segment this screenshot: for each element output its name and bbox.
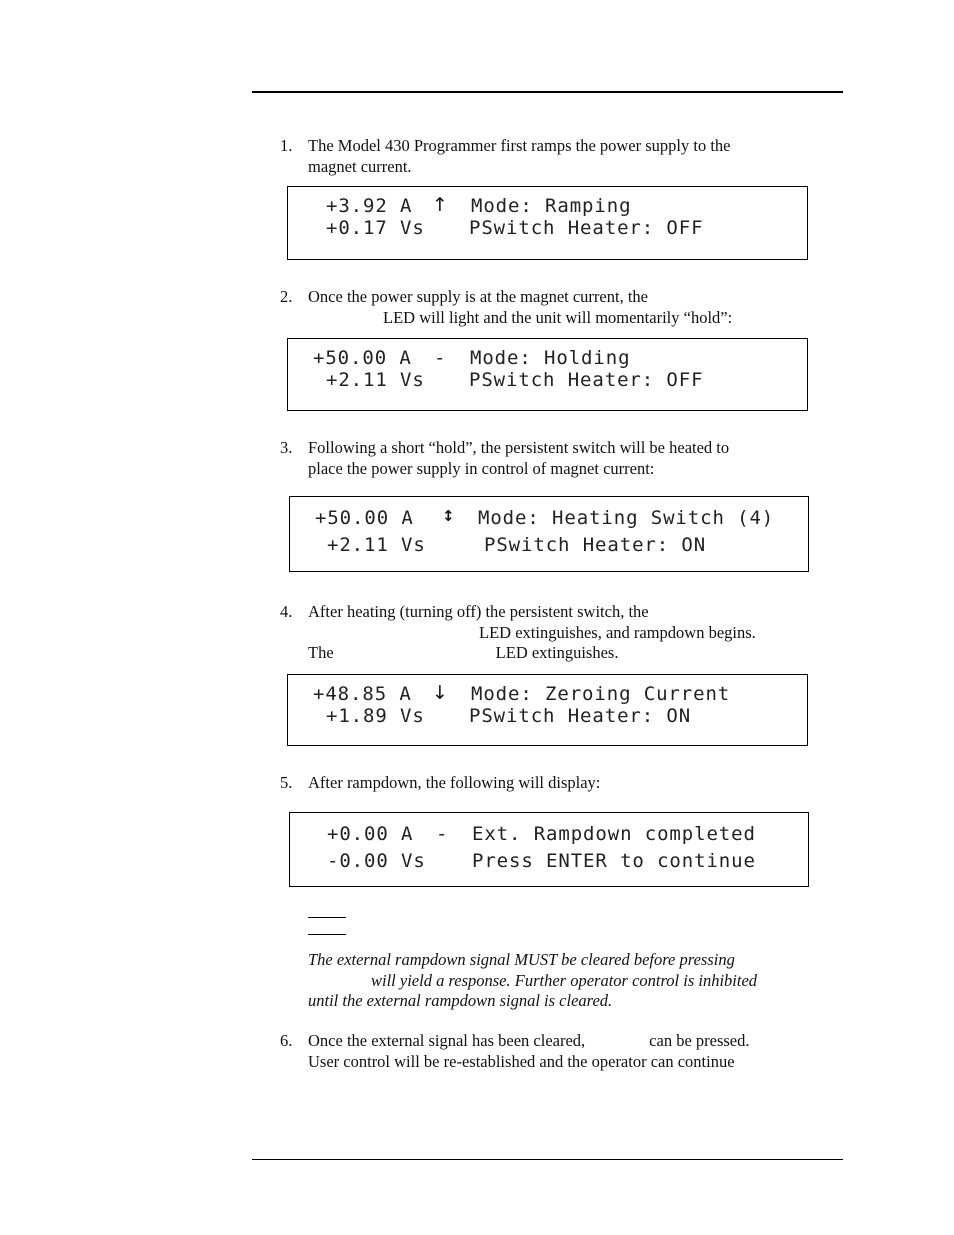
lcd-current: +0.00 A [327,823,414,845]
lcd-voltage: +2.11 Vs [327,534,426,556]
lcd-display [289,496,809,572]
step-text [308,287,838,328]
lcd-heater: PSwitch Heater: ON [469,705,692,727]
lcd-prompt: Press ENTER to continue [472,850,756,872]
note-rule [308,934,346,935]
lcd-mode: Ext. Rampdown completed [472,823,756,845]
step-text [308,773,838,794]
lcd-mode: Mode: Zeroing Current [471,683,731,705]
lcd-voltage: -0.00 Vs [327,850,426,872]
note-rule [308,917,346,918]
step-line: place the power supply in control of magnet current: [308,458,655,478]
lcd-display [287,338,808,411]
note-line: will yield a response. Further operator control is inhibited [371,970,758,990]
step-line: After rampdown, the following will display: [308,773,601,792]
step-line: LED will light and the unit will momentarily “hold”: [383,307,733,327]
lcd-current: +48.85 A [313,683,412,705]
lcd-current: +50.00 A [315,507,414,529]
lcd-heater: PSwitch Heater: OFF [469,369,704,391]
step-text [308,136,838,177]
step-number: 3. [280,438,293,457]
step-line: magnet current. [308,156,412,176]
step-line-part: LED extinguishes. [495,643,619,662]
step-number: 2. [280,287,293,306]
step-text [308,1031,838,1072]
step-number: 5. [280,773,293,792]
step-line [308,643,838,664]
step-text [308,602,838,664]
lcd-current: +50.00 A [313,347,412,369]
hold-dash-icon: - [436,823,449,845]
step-line: User control will be re-established and the operator can continue [308,1051,735,1071]
lcd-heater: PSwitch Heater: OFF [469,217,704,239]
note-line: until the external rampdown signal is cleared. [308,991,613,1010]
step-number: 1. [280,136,293,155]
lcd-display [287,186,808,260]
lcd-mode: Mode: Ramping [471,195,632,217]
lcd-heater: PSwitch Heater: ON [484,534,707,556]
up-down-arrow-icon: ↕ [442,507,455,525]
header-rule [252,91,843,93]
step-line: After heating (turning off) the persistent switch, the [308,602,649,621]
lcd-voltage: +1.89 Vs [326,705,425,727]
step-line: LED extinguishes, and rampdown begins. [479,622,756,642]
footer-rule [252,1159,843,1160]
note-line: The external rampdown signal MUST be cleared before pressing [308,950,735,969]
lcd-current: +3.92 A [326,195,413,217]
step-text [308,438,838,479]
hold-dash-icon: - [434,347,447,369]
lcd-voltage: +2.11 Vs [326,369,425,391]
step-line-part: The [308,643,334,662]
step-line-part: Once the external signal has been cleared, [308,1031,586,1050]
lcd-display [289,812,809,887]
lcd-mode: Mode: Holding [470,347,631,369]
step-line: Following a short “hold”, the persistent switch will be heated to [308,438,730,457]
step-number: 6. [280,1031,293,1050]
note-text [308,950,838,1012]
step-number: 4. [280,602,293,621]
lcd-mode: Mode: Heating Switch (4) [478,507,775,529]
step-line: Once the power supply is at the magnet current, the [308,287,648,306]
up-arrow-icon: ↑ [432,194,448,216]
step-line [308,1031,838,1052]
lcd-voltage: +0.17 Vs [326,217,425,239]
lcd-display [287,674,808,746]
step-line-part: can be pressed. [649,1031,750,1050]
step-line: The Model 430 Programmer first ramps the power supply to the [308,136,731,155]
down-arrow-icon: ↓ [432,682,448,704]
